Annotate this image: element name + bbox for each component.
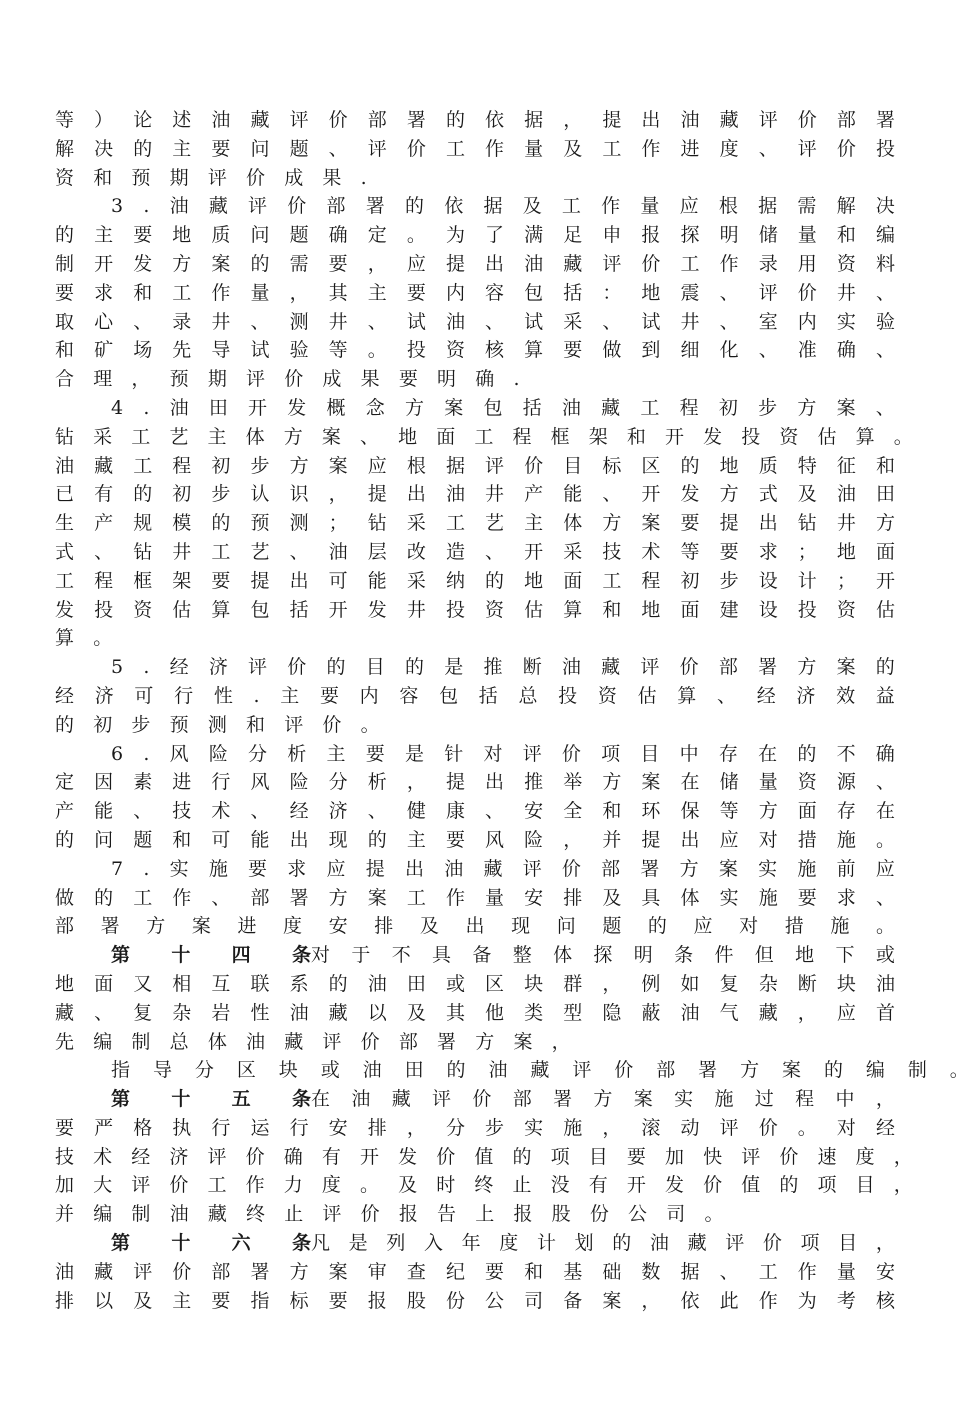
- text-line: 油 藏 评 价 部 署 方 案 审 查 纪 要 和 基 础 数 据 、 工 作 量 安: [55, 1260, 895, 1283]
- text-line: 做 的 工 作 、 部 署 方 案 工 作 量 安 排 及 具 体 实 施 要 求 、: [55, 886, 895, 909]
- text-line: 制 开 发 方 案 的 需 要 ， 应 提 出 油 藏 评 价 工 作 录 用 资 料: [55, 252, 895, 275]
- text-line: 技 术 经 济 评 价 确 有 开 发 价 值 的 项 目 要 加 快 评 价 速 度 ，: [55, 1145, 913, 1168]
- article-number: 第 十 四 条: [111, 944, 311, 967]
- text-line: 生 产 规 模 的 预 测 ； 钻 采 工 艺 主 体 方 案 要 提 出 钻 井 方: [55, 512, 895, 535]
- text-line: 先 编 制 总 体 油 藏 评 价 部 署 方 案 ，: [55, 1030, 571, 1053]
- text-line: 并 编 制 油 藏 终 止 评 价 报 告 上 报 股 份 公 司 。: [55, 1203, 724, 1226]
- text-line: [55, 1229, 895, 1258]
- article-text: 对 于 不 具 备 整 体 探 明 条 件 但 地 下 或: [311, 944, 895, 967]
- article-text: 凡 是 列 入 年 度 计 划 的 油 藏 评 价 项 目 ，: [311, 1232, 895, 1255]
- text-line: 的 主 要 地 质 问 题 确 定 。 为 了 满 足 申 报 探 明 储 量 和 编: [55, 224, 895, 247]
- text-line: 工 程 框 架 要 提 出 可 能 采 纳 的 地 面 工 程 初 步 设 计 ； 开: [55, 569, 895, 592]
- text-line: 经 济 可 行 性 . 主 要 内 容 包 括 总 投 资 估 算 、 经 济 效 益: [55, 684, 895, 707]
- text-line: 解 决 的 主 要 问 题 、 评 价 工 作 量 及 工 作 进 度 、 评 价 投: [55, 137, 895, 160]
- text-line: 定 因 素 进 行 风 险 分 析 ， 提 出 推 举 方 案 在 储 量 资 源 、: [55, 771, 895, 794]
- text-line: 3 . 油 藏 评 价 部 署 的 依 据 及 工 作 量 应 根 据 需 解 决: [111, 195, 895, 218]
- text-line: 要 严 格 执 行 运 行 安 排 ， 分 步 实 施 ， 滚 动 评 价 。 对 经: [55, 1116, 895, 1139]
- text-line: 指 导 分 区 块 或 油 田 的 油 藏 评 价 部 署 方 案 的 编 制 。: [111, 1059, 969, 1082]
- text-line: 藏 、 复 杂 岩 性 油 藏 以 及 其 他 类 型 隐 蔽 油 气 藏 ， 应 首: [55, 1001, 895, 1024]
- body-text: [55, 106, 969, 1315]
- text-line: 合 理 ， 预 期 评 价 成 果 要 明 确 .: [55, 368, 520, 391]
- text-line: 6 . 风 险 分 析 主 要 是 针 对 评 价 项 目 中 存 在 的 不 确: [111, 742, 895, 765]
- text-line: 加 大 评 价 工 作 力 度 。 及 时 终 止 没 有 开 发 价 值 的 项 目 ，: [55, 1174, 913, 1197]
- article-text: 在 油 藏 评 价 部 署 方 案 实 施 过 程 中 ，: [311, 1088, 895, 1111]
- article-number: 第 十 五 条: [111, 1088, 311, 1111]
- text-line: 5 . 经 济 评 价 的 目 的 是 推 断 油 藏 评 价 部 署 方 案 的: [111, 656, 895, 679]
- text-line: 等 ） 论 述 油 藏 评 价 部 署 的 依 据 ， 提 出 油 藏 评 价 部 署: [55, 109, 895, 131]
- text-line: 式 、 钻 井 工 艺 、 油 层 改 造 、 开 采 技 术 等 要 求 ； 地 面: [55, 540, 895, 563]
- text-line: 取 心 、 录 井 、 测 井 、 试 油 、 试 采 、 试 井 、 室 内 实 验: [55, 310, 895, 333]
- text-line: 的 初 步 预 测 和 评 价 。: [55, 713, 380, 736]
- text-line: 的 问 题 和 可 能 出 现 的 主 要 风 险 ， 并 提 出 应 对 措 施 。: [55, 828, 895, 851]
- text-line: 产 能 、 技 术 、 经 济 、 健 康 、 安 全 和 环 保 等 方 面 存 在: [55, 800, 895, 823]
- text-line: 7 . 实 施 要 求 应 提 出 油 藏 评 价 部 署 方 案 实 施 前 应: [111, 857, 895, 880]
- text-line: 已 有 的 初 步 认 识 ， 提 出 油 井 产 能 、 开 发 方 式 及 油 田: [55, 483, 895, 506]
- text-line: [55, 941, 895, 970]
- text-line: 排 以 及 主 要 指 标 要 报 股 份 公 司 备 案 ， 依 此 作 为 考 核: [55, 1289, 895, 1312]
- text-line: 资 和 预 期 评 价 成 果 .: [55, 166, 367, 189]
- text-line: 钻 采 工 艺 主 体 方 案 、 地 面 工 程 框 架 和 开 发 投 资 估 算 。: [55, 425, 913, 448]
- text-line: 地 面 又 相 互 联 系 的 油 田 或 区 块 群 ， 例 如 复 杂 断 块 油: [55, 972, 895, 995]
- text-line: 部 署 方 案 进 度 安 排 及 出 现 问 题 的 应 对 措 施 。: [55, 915, 895, 938]
- text-line: 发 投 资 估 算 包 括 开 发 井 投 资 估 算 和 地 面 建 设 投 资 估: [55, 598, 895, 621]
- text-line: 要 求 和 工 作 量 ， 其 主 要 内 容 包 括 ： 地 震 、 评 价 井 、: [55, 281, 895, 304]
- text-line: 4 . 油 田 开 发 概 念 方 案 包 括 油 藏 工 程 初 步 方 案 、: [111, 396, 895, 419]
- text-line: 和 矿 场 先 导 试 验 等 。 投 资 核 算 要 做 到 细 化 、 准 确 、: [55, 339, 895, 362]
- text-line: 算 。: [55, 627, 113, 650]
- text-line: [55, 1085, 895, 1114]
- text-line: 油 藏 工 程 初 步 方 案 应 根 据 评 价 目 标 区 的 地 质 特 征 和: [55, 454, 895, 477]
- article-number: 第 十 六 条: [111, 1232, 311, 1255]
